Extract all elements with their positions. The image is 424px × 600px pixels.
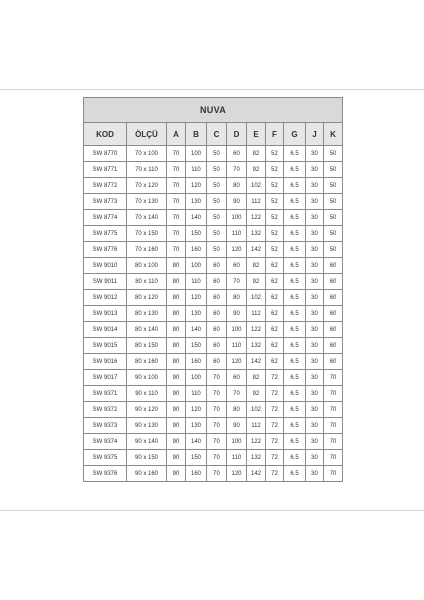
- dimension-cell: 140: [186, 322, 207, 338]
- dimension-cell: 120: [227, 242, 247, 258]
- dimension-cell: 52: [266, 226, 284, 242]
- dimension-cell: 30: [306, 386, 324, 402]
- dimension-cell: 62: [266, 258, 284, 274]
- dimension-cell: 90: [167, 418, 186, 434]
- size-cell: 90 x 160: [127, 466, 167, 482]
- column-header: A: [167, 123, 186, 146]
- table-title: NUVA: [84, 98, 343, 123]
- dimension-cell: 70: [207, 402, 227, 418]
- dimension-cell: 50: [324, 146, 343, 162]
- dimension-cell: 60: [324, 290, 343, 306]
- product-code-cell: SW 8771: [84, 162, 127, 178]
- dimension-cell: 62: [266, 338, 284, 354]
- dimension-cell: 30: [306, 274, 324, 290]
- dimension-cell: 50: [324, 178, 343, 194]
- table-row: [84, 370, 343, 386]
- dimension-cell: 6.5: [284, 434, 306, 450]
- dimension-cell: 90: [227, 418, 247, 434]
- dimension-cell: 6.5: [284, 290, 306, 306]
- dimension-cell: 60: [324, 274, 343, 290]
- table-row: [84, 242, 343, 258]
- dimension-cell: 102: [247, 402, 266, 418]
- dimension-cell: 6.5: [284, 178, 306, 194]
- size-cell: 90 x 140: [127, 434, 167, 450]
- dimension-cell: 30: [306, 194, 324, 210]
- dimension-cell: 60: [207, 354, 227, 370]
- dimension-cell: 30: [306, 290, 324, 306]
- dimension-cell: 90: [167, 466, 186, 482]
- size-cell: 80 x 150: [127, 338, 167, 354]
- dimension-cell: 122: [247, 434, 266, 450]
- dimension-cell: 110: [186, 274, 207, 290]
- dimension-cell: 80: [167, 306, 186, 322]
- product-code-cell: SW 9016: [84, 354, 127, 370]
- dimension-cell: 70: [207, 370, 227, 386]
- dimension-cell: 102: [247, 290, 266, 306]
- dimension-cell: 142: [247, 242, 266, 258]
- dimension-cell: 100: [186, 146, 207, 162]
- size-cell: 90 x 130: [127, 418, 167, 434]
- dimension-cell: 90: [167, 402, 186, 418]
- table-row: [84, 258, 343, 274]
- dimension-cell: 50: [324, 242, 343, 258]
- dimension-cell: 80: [167, 258, 186, 274]
- dimension-cell: 50: [207, 226, 227, 242]
- table-row: [84, 226, 343, 242]
- product-code-cell: SW 9011: [84, 274, 127, 290]
- dimension-cell: 60: [207, 338, 227, 354]
- dimension-cell: 62: [266, 290, 284, 306]
- table-row: [84, 402, 343, 418]
- size-cell: 90 x 100: [127, 370, 167, 386]
- dimension-cell: 70: [324, 370, 343, 386]
- dimension-cell: 142: [247, 354, 266, 370]
- table-body: [84, 146, 343, 482]
- dimension-cell: 92: [247, 162, 266, 178]
- dimension-cell: 120: [227, 354, 247, 370]
- dimension-cell: 6.5: [284, 146, 306, 162]
- dimension-cell: 120: [186, 290, 207, 306]
- dimension-cell: 70: [167, 210, 186, 226]
- column-header: KOD: [84, 123, 127, 146]
- dimension-cell: 30: [306, 226, 324, 242]
- nuva-spec-table: [83, 97, 343, 482]
- dimension-cell: 60: [207, 322, 227, 338]
- table-row: [84, 162, 343, 178]
- product-code-cell: SW 9013: [84, 306, 127, 322]
- dimension-cell: 100: [227, 322, 247, 338]
- dimension-cell: 52: [266, 162, 284, 178]
- dimension-cell: 50: [207, 178, 227, 194]
- dimension-cell: 80: [227, 402, 247, 418]
- dimension-cell: 60: [227, 370, 247, 386]
- product-code-cell: SW 9375: [84, 450, 127, 466]
- dimension-cell: 70: [324, 402, 343, 418]
- dimension-cell: 130: [186, 418, 207, 434]
- dimension-cell: 132: [247, 338, 266, 354]
- dimension-cell: 150: [186, 450, 207, 466]
- dimension-cell: 112: [247, 306, 266, 322]
- dimension-cell: 140: [186, 434, 207, 450]
- dimension-cell: 30: [306, 162, 324, 178]
- product-code-cell: SW 8770: [84, 146, 127, 162]
- dimension-cell: 60: [227, 146, 247, 162]
- dimension-cell: 110: [227, 338, 247, 354]
- dimension-cell: 70: [167, 242, 186, 258]
- dimension-cell: 6.5: [284, 386, 306, 402]
- dimension-cell: 30: [306, 434, 324, 450]
- dimension-cell: 30: [306, 146, 324, 162]
- dimension-cell: 50: [207, 242, 227, 258]
- size-cell: 70 x 100: [127, 146, 167, 162]
- column-header: G: [284, 123, 306, 146]
- dimension-cell: 30: [306, 466, 324, 482]
- column-header: F: [266, 123, 284, 146]
- table-row: [84, 274, 343, 290]
- dimension-cell: 30: [306, 418, 324, 434]
- dimension-cell: 112: [247, 418, 266, 434]
- dimension-cell: 110: [227, 226, 247, 242]
- dimension-cell: 160: [186, 242, 207, 258]
- dimension-cell: 52: [266, 242, 284, 258]
- dimension-cell: 6.5: [284, 194, 306, 210]
- dimension-cell: 82: [247, 258, 266, 274]
- dimension-cell: 6.5: [284, 450, 306, 466]
- dimension-cell: 70: [167, 178, 186, 194]
- dimension-cell: 120: [186, 402, 207, 418]
- dimension-cell: 70: [227, 162, 247, 178]
- size-cell: 80 x 110: [127, 274, 167, 290]
- dimension-cell: 70: [167, 194, 186, 210]
- table-row: [84, 354, 343, 370]
- dimension-cell: 70: [227, 386, 247, 402]
- product-code-cell: SW 9371: [84, 386, 127, 402]
- table-row: [84, 322, 343, 338]
- column-header: ÖLÇÜ: [127, 123, 167, 146]
- dimension-cell: 62: [266, 274, 284, 290]
- dimension-cell: 70: [207, 418, 227, 434]
- product-code-cell: SW 8775: [84, 226, 127, 242]
- dimension-cell: 102: [247, 178, 266, 194]
- dimension-cell: 30: [306, 370, 324, 386]
- dimension-cell: 72: [266, 434, 284, 450]
- dimension-cell: 30: [306, 210, 324, 226]
- dimension-cell: 52: [266, 210, 284, 226]
- dimension-cell: 110: [186, 162, 207, 178]
- product-code-cell: SW 8774: [84, 210, 127, 226]
- dimension-cell: 110: [227, 450, 247, 466]
- dimension-cell: 50: [207, 146, 227, 162]
- dimension-cell: 120: [186, 178, 207, 194]
- dimension-cell: 80: [167, 338, 186, 354]
- product-code-cell: SW 9012: [84, 290, 127, 306]
- dimension-cell: 60: [207, 290, 227, 306]
- size-cell: 80 x 120: [127, 290, 167, 306]
- dimension-cell: 60: [324, 338, 343, 354]
- dimension-cell: 110: [186, 386, 207, 402]
- dimension-cell: 82: [247, 370, 266, 386]
- table-row: [84, 338, 343, 354]
- dimension-cell: 70: [324, 466, 343, 482]
- product-code-cell: SW 9015: [84, 338, 127, 354]
- dimension-cell: 90: [167, 386, 186, 402]
- size-cell: 80 x 100: [127, 258, 167, 274]
- size-cell: 70 x 110: [127, 162, 167, 178]
- dimension-cell: 30: [306, 338, 324, 354]
- size-cell: 80 x 160: [127, 354, 167, 370]
- dimension-cell: 52: [266, 146, 284, 162]
- column-header: B: [186, 123, 207, 146]
- column-header: D: [227, 123, 247, 146]
- dimension-cell: 92: [247, 386, 266, 402]
- product-code-cell: SW 8772: [84, 178, 127, 194]
- dimension-cell: 100: [227, 210, 247, 226]
- dimension-cell: 6.5: [284, 370, 306, 386]
- dimension-cell: 6.5: [284, 242, 306, 258]
- product-code-cell: SW 9373: [84, 418, 127, 434]
- product-code-cell: SW 8773: [84, 194, 127, 210]
- table-row: [84, 194, 343, 210]
- dimension-cell: 62: [266, 306, 284, 322]
- dimension-cell: 60: [207, 274, 227, 290]
- dimension-cell: 132: [247, 450, 266, 466]
- dimension-cell: 6.5: [284, 306, 306, 322]
- dimension-cell: 150: [186, 226, 207, 242]
- dimension-cell: 72: [266, 386, 284, 402]
- dimension-cell: 120: [227, 466, 247, 482]
- dimension-cell: 90: [167, 370, 186, 386]
- dimension-cell: 60: [324, 306, 343, 322]
- dimension-cell: 30: [306, 306, 324, 322]
- table-row: [84, 178, 343, 194]
- table-row: [84, 386, 343, 402]
- dimension-cell: 60: [324, 354, 343, 370]
- product-code-cell: SW 9014: [84, 322, 127, 338]
- dimension-cell: 6.5: [284, 354, 306, 370]
- dimension-cell: 70: [207, 450, 227, 466]
- dimension-cell: 30: [306, 450, 324, 466]
- table-row: [84, 146, 343, 162]
- dimension-cell: 60: [324, 258, 343, 274]
- dimension-cell: 30: [306, 322, 324, 338]
- dimension-cell: 6.5: [284, 402, 306, 418]
- dimension-cell: 90: [167, 450, 186, 466]
- dimension-cell: 60: [324, 322, 343, 338]
- dimension-cell: 30: [306, 402, 324, 418]
- dimension-cell: 70: [324, 450, 343, 466]
- table-row: [84, 466, 343, 482]
- dimension-cell: 140: [186, 210, 207, 226]
- table-title-row: [84, 98, 343, 123]
- dimension-cell: 6.5: [284, 210, 306, 226]
- dimension-cell: 150: [186, 338, 207, 354]
- product-code-cell: SW 9010: [84, 258, 127, 274]
- dimension-cell: 90: [227, 194, 247, 210]
- dimension-cell: 6.5: [284, 338, 306, 354]
- dimension-cell: 100: [227, 434, 247, 450]
- product-code-cell: SW 9374: [84, 434, 127, 450]
- dimension-cell: 50: [207, 210, 227, 226]
- dimension-cell: 70: [207, 386, 227, 402]
- dimension-cell: 50: [324, 226, 343, 242]
- dimension-cell: 70: [167, 146, 186, 162]
- dimension-cell: 70: [324, 434, 343, 450]
- dimension-cell: 142: [247, 466, 266, 482]
- dimension-cell: 80: [167, 354, 186, 370]
- table-row: [84, 450, 343, 466]
- dimension-cell: 92: [247, 274, 266, 290]
- dimension-cell: 50: [207, 194, 227, 210]
- dimension-cell: 72: [266, 370, 284, 386]
- dimension-cell: 70: [167, 162, 186, 178]
- dimension-cell: 72: [266, 402, 284, 418]
- dimension-cell: 30: [306, 258, 324, 274]
- size-cell: 70 x 150: [127, 226, 167, 242]
- dimension-cell: 50: [324, 162, 343, 178]
- dimension-cell: 6.5: [284, 322, 306, 338]
- dimension-cell: 30: [306, 242, 324, 258]
- dimension-cell: 130: [186, 194, 207, 210]
- size-cell: 80 x 130: [127, 306, 167, 322]
- dimension-cell: 80: [227, 178, 247, 194]
- size-cell: 70 x 160: [127, 242, 167, 258]
- dimension-cell: 70: [207, 434, 227, 450]
- table-row: [84, 434, 343, 450]
- dimension-cell: 100: [186, 258, 207, 274]
- dimension-cell: 130: [186, 306, 207, 322]
- dimension-cell: 122: [247, 210, 266, 226]
- table-row: [84, 210, 343, 226]
- size-cell: 90 x 110: [127, 386, 167, 402]
- dimension-cell: 132: [247, 226, 266, 242]
- dimension-cell: 160: [186, 354, 207, 370]
- dimension-cell: 82: [247, 146, 266, 162]
- dimension-cell: 72: [266, 450, 284, 466]
- dimension-cell: 6.5: [284, 258, 306, 274]
- size-cell: 90 x 120: [127, 402, 167, 418]
- column-header: K: [324, 123, 343, 146]
- dimension-cell: 50: [324, 210, 343, 226]
- column-header: C: [207, 123, 227, 146]
- dimension-cell: 160: [186, 466, 207, 482]
- dimension-cell: 70: [324, 418, 343, 434]
- dimension-cell: 80: [167, 322, 186, 338]
- dimension-cell: 72: [266, 466, 284, 482]
- table-row: [84, 418, 343, 434]
- product-code-cell: SW 9376: [84, 466, 127, 482]
- size-cell: 90 x 150: [127, 450, 167, 466]
- dimension-cell: 6.5: [284, 274, 306, 290]
- size-cell: 70 x 120: [127, 178, 167, 194]
- table-header-row: [84, 123, 343, 146]
- dimension-cell: 30: [306, 178, 324, 194]
- dimension-cell: 100: [186, 370, 207, 386]
- dimension-cell: 70: [324, 386, 343, 402]
- dimension-cell: 80: [227, 290, 247, 306]
- dimension-cell: 122: [247, 322, 266, 338]
- dimension-cell: 112: [247, 194, 266, 210]
- dimension-cell: 70: [207, 466, 227, 482]
- dimension-cell: 6.5: [284, 162, 306, 178]
- column-header: E: [247, 123, 266, 146]
- column-header: J: [306, 123, 324, 146]
- dimension-cell: 52: [266, 178, 284, 194]
- dimension-cell: 70: [167, 226, 186, 242]
- dimension-cell: 90: [227, 306, 247, 322]
- table-row: [84, 306, 343, 322]
- dimension-cell: 30: [306, 354, 324, 370]
- dimension-cell: 6.5: [284, 226, 306, 242]
- dimension-cell: 60: [207, 258, 227, 274]
- dimension-cell: 80: [167, 290, 186, 306]
- size-cell: 70 x 140: [127, 210, 167, 226]
- dimension-cell: 50: [207, 162, 227, 178]
- size-cell: 80 x 140: [127, 322, 167, 338]
- dimension-cell: 62: [266, 322, 284, 338]
- dimension-cell: 62: [266, 354, 284, 370]
- product-code-cell: SW 8776: [84, 242, 127, 258]
- size-cell: 70 x 130: [127, 194, 167, 210]
- dimension-cell: 60: [207, 306, 227, 322]
- dimension-cell: 50: [324, 194, 343, 210]
- dimension-cell: 90: [167, 434, 186, 450]
- dimension-cell: 52: [266, 194, 284, 210]
- table-row: [84, 290, 343, 306]
- dimension-cell: 6.5: [284, 418, 306, 434]
- dimension-cell: 80: [167, 274, 186, 290]
- product-code-cell: SW 9372: [84, 402, 127, 418]
- product-code-cell: SW 9017: [84, 370, 127, 386]
- dimension-cell: 72: [266, 418, 284, 434]
- dimension-cell: 70: [227, 274, 247, 290]
- dimension-cell: 60: [227, 258, 247, 274]
- dimension-cell: 6.5: [284, 466, 306, 482]
